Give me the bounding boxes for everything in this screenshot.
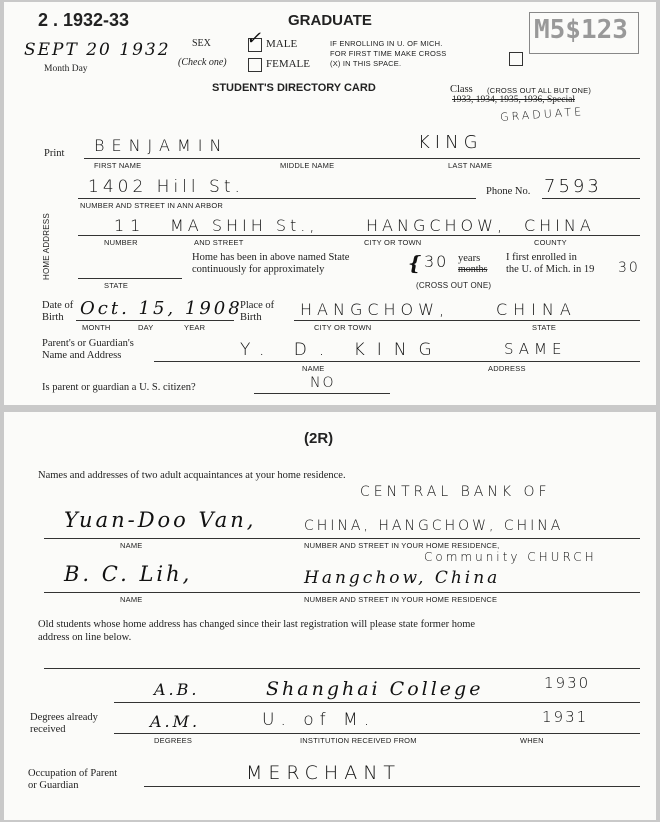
degrees-label: Degrees already received	[30, 712, 98, 735]
citizen-value: NO	[310, 375, 336, 391]
degree-1-line	[114, 702, 640, 703]
home-street-caption: AND STREET	[194, 238, 244, 247]
home-state-caption: STATE	[104, 281, 129, 290]
when-caption: WHEN	[520, 736, 544, 745]
ann-arbor-line	[78, 198, 476, 199]
middle-name-caption: MIDDLE NAME	[280, 161, 335, 170]
date-written: SEPT 20 1932	[24, 40, 171, 60]
class-value: GRADUATE	[499, 105, 585, 124]
degree-2-line	[114, 733, 640, 734]
first-time-checkbox[interactable]	[509, 52, 523, 66]
home-city-value: HANGCHOW,	[366, 216, 507, 235]
degrees-caption: DEGREES	[154, 736, 193, 745]
phone-value: 7593	[544, 176, 602, 197]
occupation-line	[144, 786, 640, 787]
dob-line	[76, 320, 234, 321]
former-address-line	[44, 668, 640, 669]
degree-1-value: A.B.	[154, 680, 200, 699]
pob-state-value: CHINA	[496, 300, 577, 319]
sex-label: SEX	[192, 38, 211, 49]
parent-label: Parent's or Guardian's Name and Address	[42, 338, 134, 361]
dob-label: Date of Birth	[42, 300, 74, 323]
back-title: (2R)	[304, 430, 334, 447]
ann-arbor-address-value: 1402 Hill St.	[88, 177, 244, 197]
pob-label: Place of Birth	[240, 300, 275, 323]
dob-value: Oct. 15, 1908	[80, 298, 243, 319]
name-line	[84, 158, 640, 159]
months-label: months	[458, 264, 488, 275]
class-options: 1933, 1934, 1935, 1936, Special	[452, 95, 575, 105]
years-label: years	[458, 253, 481, 264]
home-address-side-label: HOME ADDRESS	[42, 213, 51, 280]
citizen-line	[254, 393, 390, 394]
home-number-caption: NUMBER	[104, 238, 138, 247]
dob-month-caption: MONTH	[82, 323, 111, 332]
home-county-value: CHINA	[524, 216, 595, 235]
month-day-label: Month Day	[44, 64, 88, 74]
home-street-value: MA SHIH St.,	[170, 216, 319, 235]
parent-name-value: Y. D. KING	[240, 340, 444, 360]
phone-line	[542, 198, 640, 199]
acq2-name-value: B. C. Lih,	[64, 562, 193, 586]
when-1-value: 1930	[544, 674, 591, 692]
residence-text: Home has been in above named State continuously for approximately	[192, 252, 350, 275]
acq2-name-caption: NAME	[120, 595, 143, 604]
institution-2-value: U. of M.	[262, 710, 376, 730]
class-label: Class	[450, 84, 473, 95]
pob-line	[294, 320, 640, 321]
institution-1-value: Shanghai College	[266, 678, 484, 700]
check-one-note: (Check one)	[178, 57, 227, 68]
years-value: 30	[424, 252, 449, 271]
cross-out-one-note: (CROSS OUT ONE)	[416, 281, 492, 290]
acq2-line	[44, 592, 640, 593]
parent-name-caption: NAME	[302, 364, 325, 373]
directory-card-front	[4, 2, 656, 405]
first-name-value: BENJAMIN	[94, 136, 229, 155]
first-name-caption: FIRST NAME	[94, 161, 142, 170]
acq2-street-caption: NUMBER AND STREET IN YOUR HOME RESIDENCE	[304, 595, 498, 604]
acq1-name-caption: NAME	[120, 541, 143, 550]
home-state-line	[78, 278, 182, 279]
phone-label: Phone No.	[486, 186, 531, 197]
acq1-address-top: CENTRAL BANK OF	[360, 484, 551, 500]
ms-stamp: M5$123	[534, 15, 628, 45]
degree-2-value: A.M.	[150, 712, 201, 731]
parent-address-value: SAME	[504, 340, 567, 358]
ann-arbor-caption: NUMBER AND STREET IN ANN ARBOR	[80, 201, 223, 210]
parent-line	[154, 361, 640, 362]
card-title: STUDENT'S DIRECTORY CARD	[212, 82, 376, 94]
parent-address-caption: ADDRESS	[488, 364, 526, 373]
home-number-value: 11	[114, 216, 147, 235]
serial-number: 2 . 1932-33	[38, 10, 130, 30]
years-brace-icon: {	[408, 251, 421, 275]
home-county-caption: COUNTY	[534, 238, 567, 247]
acq1-street-caption: NUMBER AND STREET IN YOUR HOME RESIDENCE,	[304, 541, 500, 550]
last-name-caption: LAST NAME	[448, 161, 493, 170]
enrolled-text: I first enrolled in the U. of Mich. in 19	[506, 252, 595, 275]
acq2-address-value: Hangchow, China	[304, 568, 501, 588]
when-2-value: 1931	[542, 708, 589, 726]
acq1-address-value: CHINA, HANGCHOW, CHINA	[304, 518, 564, 534]
checkmark-icon: ✓	[246, 28, 262, 49]
occupation-value: MERCHANT	[246, 762, 402, 784]
pob-city-caption: CITY OR TOWN	[314, 323, 372, 332]
female-label: FEMALE	[266, 58, 310, 70]
pob-city-value: HANGCHOW,	[300, 300, 450, 319]
pob-state-caption: STATE	[532, 323, 557, 332]
occupation-label: Occupation of Parent or Guardian	[28, 768, 118, 791]
acq1-name-value: Yuan-Doo Van,	[64, 508, 257, 532]
directory-card-back	[4, 412, 656, 820]
last-name-value: KING	[418, 132, 483, 153]
acquaintances-label: Names and addresses of two adult acquaintances at your home residence.	[38, 470, 346, 481]
male-label: MALE	[266, 38, 298, 50]
female-checkbox[interactable]	[248, 58, 262, 72]
old-students-note: Old students whose home address has changed since their last registration will please state former home address on line below.	[38, 619, 476, 643]
first-time-note: IF ENROLLING IN U. OF MICH. FOR FIRST TIME MAKE CROSS (X) IN THIS SPACE.	[330, 39, 447, 68]
enrolled-year-value: 30	[618, 260, 640, 276]
institution-caption: INSTITUTION RECEIVED FROM	[300, 736, 417, 745]
dob-day-caption: DAY	[138, 323, 154, 332]
print-label: Print	[44, 148, 65, 159]
class-instruction: (CROSS OUT ALL BUT ONE)	[487, 86, 592, 95]
acq2-address-top: Community CHURCH	[424, 550, 597, 564]
acq1-line	[44, 538, 640, 539]
dob-year-caption: YEAR	[184, 323, 206, 332]
header-title: GRADUATE	[288, 12, 372, 29]
citizen-label: Is parent or guardian a U. S. citizen?	[42, 382, 196, 393]
home-address-line	[78, 235, 640, 236]
home-city-caption: CITY OR TOWN	[364, 238, 422, 247]
